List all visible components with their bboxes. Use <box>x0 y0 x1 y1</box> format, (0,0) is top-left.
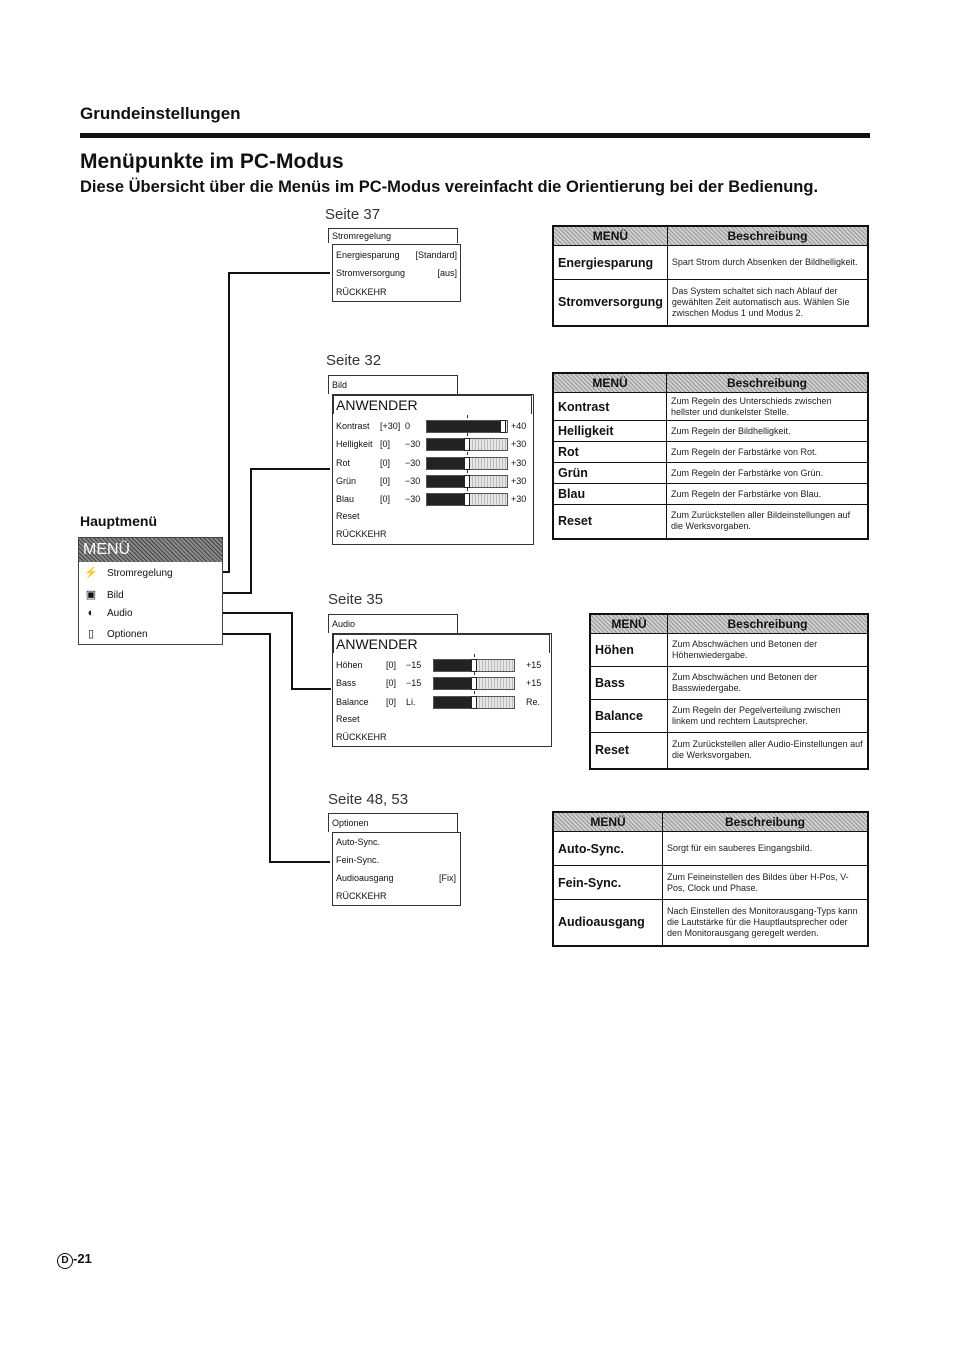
page-title: Menüpunkte im PC-Modus <box>80 150 344 173</box>
table-desc: Zum Feineinstellen des Bildes über H-Pos, V-Pos, Clock und Phase. <box>663 866 869 900</box>
slider-default: [0] <box>380 475 391 486</box>
slider-track[interactable] <box>426 475 508 488</box>
table-desc: Zum Abschwächen und Betonen der Basswiedergabe. <box>668 667 869 700</box>
slider-fill <box>427 494 467 505</box>
slider-center-tick <box>474 672 475 675</box>
slider-center-tick <box>467 415 468 418</box>
slider-min: 0 <box>405 421 411 431</box>
table-desc: Zum Regeln der Bildhelligkeit. <box>667 421 869 442</box>
slider-label: Höhen <box>336 660 363 670</box>
audio-tab <box>328 614 458 633</box>
table-key: Balance <box>590 700 668 733</box>
slider-label: Bass <box>336 678 357 689</box>
table-head: Beschreibung <box>663 812 869 832</box>
slider-label: Kontrast <box>336 421 370 431</box>
slider-track[interactable] <box>433 677 515 690</box>
slider-center-tick <box>467 470 468 473</box>
table-head: MENÜ <box>590 614 668 634</box>
optionen-back[interactable]: RÜCKKEHR <box>336 891 387 901</box>
table-key: Stromversorgung <box>553 280 667 326</box>
slider-center-tick <box>467 433 468 436</box>
picture-icon: ▣ <box>85 589 97 601</box>
slider-fill <box>427 476 467 487</box>
hauptmenu-box <box>78 537 223 645</box>
audio-menu <box>332 633 552 747</box>
table-desc: Zum Regeln der Farbstärke von Blau. <box>667 484 869 505</box>
slider-min: −30 <box>405 475 421 486</box>
menu-item-label: Optionen <box>107 629 148 640</box>
optionen-tab-label: Optionen <box>332 818 369 828</box>
page-ref-audio: Seite 35 <box>328 591 384 608</box>
slider-knob[interactable] <box>471 677 477 690</box>
table-desc: Zum Regeln der Pegelverteilung zwischen linkem und rechtem Lautsprecher. <box>668 700 869 733</box>
page-number-text: -21 <box>73 1251 92 1266</box>
optionen-row-label[interactable]: Auto-Sync. <box>336 837 381 847</box>
table-desc: Das System schaltet sich nach Ablauf der gewählten Zeit automatisch aus. Wählen Sie zwischen Modus 1 und Modus 2. <box>667 280 868 326</box>
options-icon: ▯ <box>87 628 95 640</box>
slider-knob[interactable] <box>500 420 506 433</box>
slider-center-tick <box>467 452 468 455</box>
audio-mode: ANWENDER <box>333 634 550 653</box>
strom-tab <box>328 228 458 243</box>
strom-menu <box>332 244 461 302</box>
slider-min: −30 <box>405 494 421 505</box>
strom-back[interactable]: RÜCKKEHR <box>336 287 387 297</box>
menu-item-optionen[interactable] <box>83 627 148 640</box>
slider-center-tick <box>467 488 468 491</box>
slider-label: Rot <box>336 457 351 468</box>
table-key: Reset <box>553 505 667 539</box>
table-key: Höhen <box>590 634 668 667</box>
strom-row-value: [Standard] <box>415 250 457 260</box>
slider-track[interactable] <box>433 659 515 672</box>
page-circle: D <box>57 1253 73 1269</box>
audio-tab-label: Audio <box>332 619 356 629</box>
table-key: Rot <box>553 442 667 463</box>
slider-max: +40 <box>511 421 527 431</box>
section-title: Grundeinstellungen <box>80 104 241 123</box>
optionen-tab <box>328 813 458 832</box>
table-key: Auto-Sync. <box>553 832 663 866</box>
slider-fill <box>434 697 474 708</box>
page-number <box>57 1251 92 1269</box>
bild-mode: ANWENDER <box>333 395 532 414</box>
slider-track[interactable] <box>426 438 508 451</box>
menu-item-label: Stromregelung <box>107 568 173 579</box>
optionen-row-label[interactable]: Audioausgang <box>336 873 394 883</box>
slider-knob[interactable] <box>471 659 477 672</box>
bild-tab-label: Bild <box>332 380 348 390</box>
table-key: Fein-Sync. <box>553 866 663 900</box>
slider-default: [+30] <box>380 421 401 431</box>
menu-item-label: Bild <box>107 590 124 601</box>
table-key: Kontrast <box>553 393 667 421</box>
optionen-table <box>552 811 869 947</box>
slider-fill <box>427 439 467 450</box>
table-desc: Zum Abschwächen und Betonen der Höhenwiedergabe. <box>668 634 869 667</box>
page-subtitle: Diese Übersicht über die Menüs im PC-Modus vereinfacht die Orientierung bei der Bedienung. <box>80 178 819 196</box>
table-key: Energiesparung <box>553 246 667 280</box>
slider-label: Blau <box>336 494 355 505</box>
table-head: Beschreibung <box>668 614 869 634</box>
table-key: Grün <box>553 463 667 484</box>
bild-back[interactable]: RÜCKKEHR <box>336 529 387 539</box>
speaker-icon: ◐ <box>87 607 95 619</box>
slider-label: Grün <box>336 475 357 486</box>
slider-track[interactable] <box>426 457 508 470</box>
slider-knob[interactable] <box>471 696 477 709</box>
table-desc: Nach Einstellen des Monitorausgang-Typs kann die Lautstärke für die Hauptlautsprecher oder den Monitorausgang geregelt werden. <box>663 900 869 946</box>
slider-center-tick <box>474 654 475 657</box>
slider-fill <box>434 678 474 689</box>
strom-row-label[interactable]: Stromversorgung <box>336 268 406 278</box>
menu-item-bild[interactable] <box>83 588 124 601</box>
page-ref-strom: Seite 37 <box>325 206 381 223</box>
slider-min: −30 <box>405 439 421 450</box>
slider-track[interactable] <box>433 696 515 709</box>
slider-default: [0] <box>380 494 391 505</box>
bild-reset[interactable]: Reset <box>336 511 360 521</box>
table-desc: Zum Regeln des Unterschieds zwischen hellster und dunkelster Stelle. <box>667 393 869 421</box>
table-key: Helligkeit <box>553 421 667 442</box>
slider-default: [0] <box>386 678 397 689</box>
menu-item-audio[interactable] <box>83 607 133 619</box>
table-desc: Zum Zurückstellen aller Audio-Einstellungen auf die Werksvorgaben. <box>668 733 869 769</box>
slider-min: −15 <box>406 678 422 689</box>
bild-tab <box>328 375 458 394</box>
slider-knob[interactable] <box>464 457 470 470</box>
audio-reset[interactable]: Reset <box>336 714 360 724</box>
table-head: Beschreibung <box>667 373 869 393</box>
audio-back[interactable]: RÜCKKEHR <box>336 732 387 742</box>
optionen-menu <box>332 832 461 906</box>
slider-knob[interactable] <box>464 493 470 506</box>
title-rule <box>80 133 870 138</box>
slider-max: +15 <box>526 678 542 689</box>
strom-row-label[interactable]: Energiesparung <box>336 250 400 260</box>
slider-track[interactable] <box>426 420 508 433</box>
slider-max: +30 <box>511 494 527 505</box>
table-key: Bass <box>590 667 668 700</box>
table-desc: Zum Regeln der Farbstärke von Grün. <box>667 463 869 484</box>
slider-default: [0] <box>386 660 397 670</box>
slider-fill <box>434 660 474 671</box>
slider-center-tick <box>474 691 475 694</box>
audio-table <box>589 613 869 770</box>
slider-max: +30 <box>511 439 527 450</box>
slider-max: +15 <box>526 660 542 670</box>
menu-item-label: Audio <box>107 608 133 619</box>
slider-track[interactable] <box>426 493 508 506</box>
slider-default: [0] <box>380 457 391 468</box>
slider-min: −15 <box>406 660 422 670</box>
table-head: MENÜ <box>553 373 667 393</box>
slider-label: Helligkeit <box>336 439 373 450</box>
strom-table <box>552 225 869 327</box>
optionen-row-label[interactable]: Fein-Sync. <box>336 855 380 865</box>
strom-tab-label: Stromregelung <box>332 231 392 241</box>
table-key: Blau <box>553 484 667 505</box>
hauptmenu-title: Hauptmenü <box>80 513 157 529</box>
menu-bar: MENÜ <box>79 538 222 562</box>
page-ref-optionen: Seite 48, 53 <box>328 791 409 808</box>
slider-label: Balance <box>336 696 369 707</box>
table-head: Beschreibung <box>667 226 868 246</box>
slider-knob[interactable] <box>464 438 470 451</box>
slider-max: Re. <box>526 696 541 707</box>
slider-max: +30 <box>511 457 527 468</box>
strom-row-value: [aus] <box>437 268 457 278</box>
table-head: MENÜ <box>553 812 663 832</box>
slider-min: Li. <box>406 696 416 707</box>
table-desc: Sorgt für ein sauberes Eingangsbild. <box>663 832 869 866</box>
table-desc: Spart Strom durch Absenken der Bildhelligkeit. <box>667 246 868 280</box>
table-key: Audioausgang <box>553 900 663 946</box>
slider-fill <box>427 421 503 432</box>
slider-default: [0] <box>386 696 397 707</box>
slider-fill <box>427 458 467 469</box>
bild-menu <box>332 394 534 545</box>
slider-knob[interactable] <box>464 475 470 488</box>
slider-max: +30 <box>511 475 527 486</box>
table-desc: Zum Zurückstellen aller Bildeinstellungen auf die Werksvorgaben. <box>667 505 869 539</box>
slider-min: −30 <box>405 457 421 468</box>
menu-item-stromregelung[interactable] <box>83 566 173 579</box>
slider-default: [0] <box>380 439 391 450</box>
table-head: MENÜ <box>553 226 667 246</box>
optionen-row-value: [Fix] <box>439 873 456 883</box>
bild-table <box>552 372 869 540</box>
power-icon: ⚡ <box>84 567 98 579</box>
table-key: Reset <box>590 733 668 769</box>
table-desc: Zum Regeln der Farbstärke von Rot. <box>667 442 869 463</box>
page-ref-bild: Seite 32 <box>326 352 382 369</box>
